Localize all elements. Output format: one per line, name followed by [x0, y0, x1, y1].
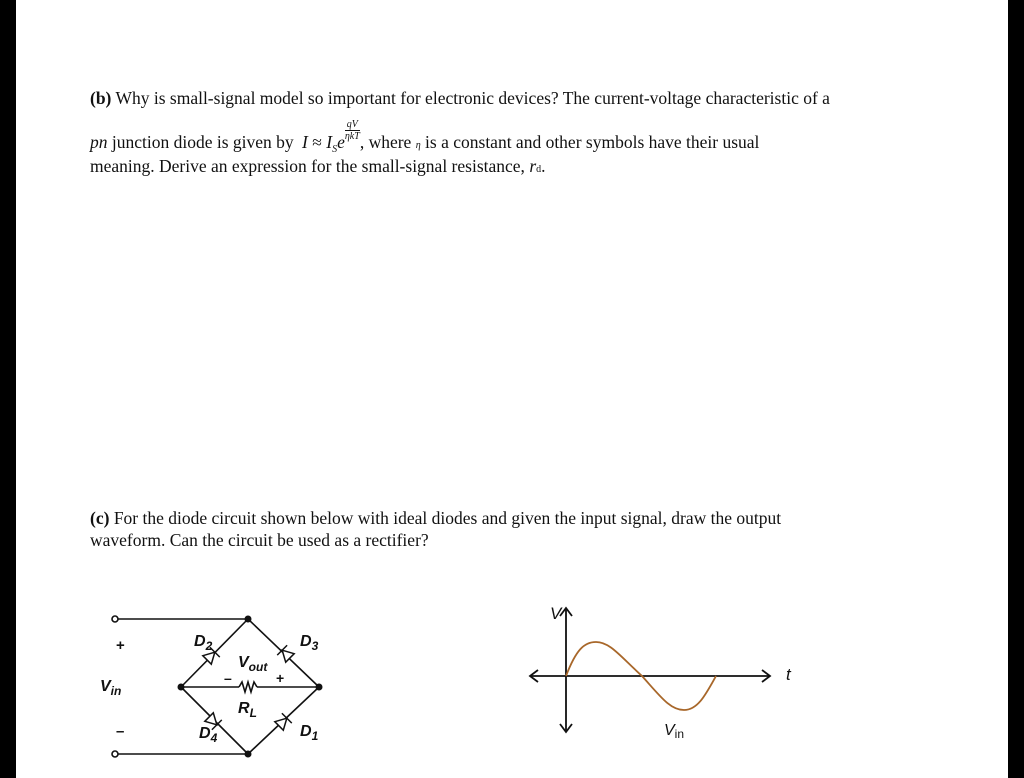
eq-Is-sub: S	[332, 144, 338, 155]
input-waveform-plot	[520, 598, 820, 748]
vin-label: $V_{in}$	[100, 678, 122, 698]
eta-symbol: η	[415, 140, 421, 151]
part-c-label: (c)	[90, 508, 110, 528]
constant-text: is a constant and other symbols have their usual	[425, 132, 760, 152]
part-c-line-1	[90, 508, 781, 528]
eq-approx: ≈	[312, 132, 322, 152]
diode-d3-icon	[277, 645, 295, 663]
pn-text: pn	[90, 132, 108, 152]
rd-sub: d	[536, 164, 542, 175]
vout-minus-label: –	[224, 670, 232, 686]
x-axis-label: t	[786, 665, 791, 684]
period: .	[541, 156, 546, 176]
part-c-question-text: For the diode circuit shown below with ideal diodes and given the input signal, draw the output	[113, 508, 782, 528]
diode-equation	[302, 119, 360, 156]
d2-label: $D_2$	[194, 633, 213, 653]
bridge-rectifier-circuit	[86, 606, 356, 766]
part-b-label: (b)	[90, 88, 112, 108]
d3-label: $D_3$	[300, 633, 319, 653]
rd-symbol: r	[529, 156, 537, 176]
where-text: , where	[359, 132, 412, 152]
eq-I: I	[302, 132, 308, 152]
part-c-line-2	[90, 530, 429, 550]
part-b-question-text: Why is small-signal model so important for electronic devices? The current-voltage characteristic of a	[115, 88, 830, 108]
eq-exponent	[345, 119, 360, 142]
d4-label: $D_4$	[199, 725, 218, 745]
eq-exp-num: qV	[346, 119, 358, 130]
part-b-line-1	[90, 88, 830, 108]
y-axis-label: V	[550, 604, 562, 623]
part-b-line-2	[90, 119, 760, 156]
part-b-line-3	[90, 156, 546, 180]
d1-label: $D_1$	[300, 723, 319, 743]
eq-Is: I	[326, 132, 333, 152]
rl-label: $R_L$	[238, 700, 257, 720]
junction-text: junction diode is given by	[111, 132, 294, 152]
part-c-question-text-2: waveform. Can the circuit be used as a rectifier?	[90, 530, 429, 550]
derive-text: meaning. Derive an expression for the small-signal resistance,	[90, 156, 525, 176]
vout-plus-label: +	[276, 670, 285, 686]
eq-e: e	[337, 132, 345, 152]
eq-exp-den: ηkT	[344, 131, 360, 142]
vout-label: $V_{out}$	[238, 654, 268, 674]
vin-minus-label: –	[116, 723, 125, 740]
vin-plus-label: +	[116, 637, 125, 654]
vin-signal-label: Vin	[664, 722, 685, 741]
document-page	[16, 0, 1008, 778]
